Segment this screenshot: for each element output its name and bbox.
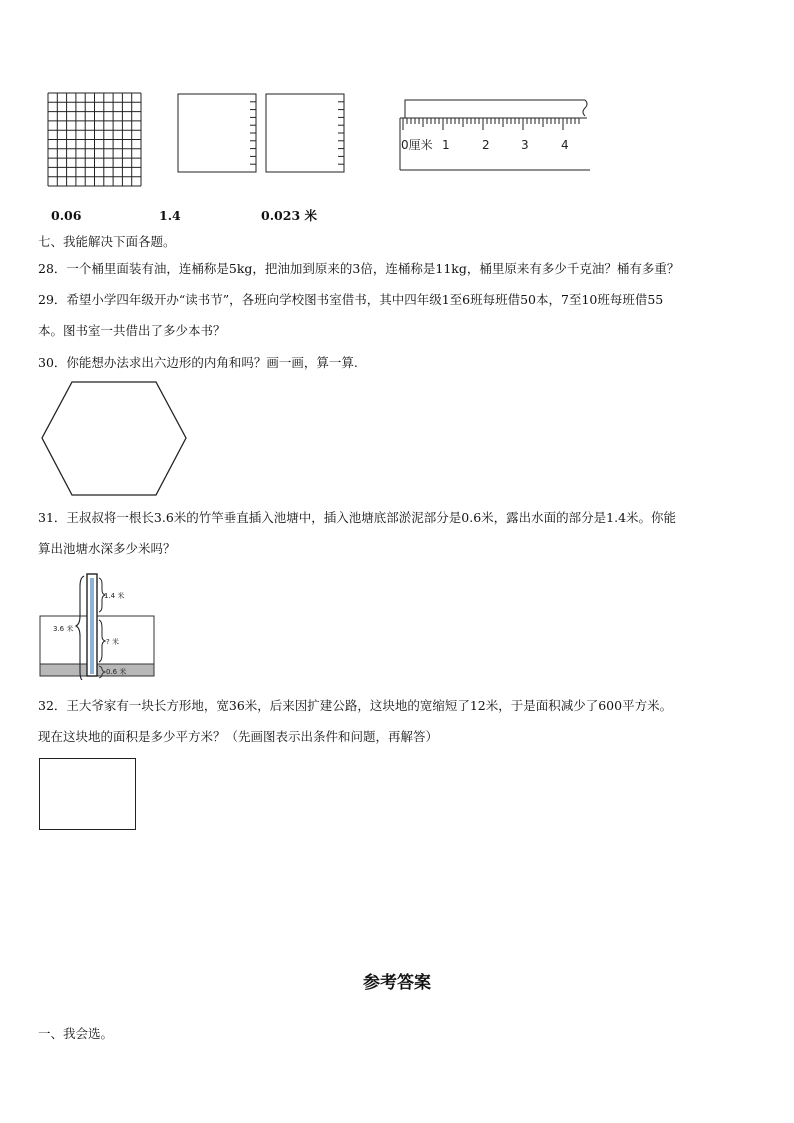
question-30: 30．你能想办法求出六边形的内角和吗？画一画，算一算. — [38, 355, 358, 370]
ruler-tick-label-1: 1 — [442, 138, 450, 152]
pond-water-depth-label: ? 米 — [106, 638, 119, 646]
rectangle-drawing-box — [39, 758, 136, 830]
grid-value-label: 0.06 — [51, 208, 82, 223]
question-29-line-2: 本。图书室一共借出了多少本书？ — [38, 323, 226, 338]
ruler-figure — [395, 92, 595, 174]
ruler-tick-label-4: 4 — [561, 138, 569, 152]
question-32-line-2: 现在这块地的面积是多少平方米？（先画图表示出条件和问题，再解答） — [38, 729, 439, 744]
hundred-grid-figure — [40, 85, 150, 195]
ruler-value-label: 0.023 米 — [261, 208, 317, 223]
question-31-line-1: 31．王叔叔将一根长3.6米的竹竿垂直插入池塘中，插入池塘底部淤泥部分是0.6米，露出水面的部分是1.4米。你能 — [38, 510, 677, 525]
tenths-square-right — [260, 88, 350, 180]
answers-title: 参考答案 — [363, 973, 431, 993]
section-7-title: 七、我能解决下面各题。 — [38, 234, 176, 249]
question-28: 28．一个桶里面装有油，连桶称是5kg，把油加到原来的3倍，连桶称是11kg，桶里原来有多少千克油？桶有多重？ — [38, 261, 680, 276]
question-31-line-2: 算出池塘水深多少米吗？ — [38, 541, 176, 556]
pond-above-water-label: 1.4 米 — [104, 592, 125, 600]
answers-section-1-title: 一、我会选。 — [38, 1026, 114, 1041]
question-32-line-1: 32．王大爷家有一块长方形地，宽36米，后来因扩建公路，这块地的宽缩短了12米，于是面积减少了600平方米。 — [38, 698, 673, 713]
squares-value-label: 1.4 — [159, 208, 181, 223]
ruler-unit-label: 0厘米 — [401, 138, 433, 152]
ruler-tick-label-2: 2 — [482, 138, 490, 152]
tenths-square-left — [172, 88, 262, 180]
pond-total-length-label: 3.6 米 — [53, 625, 74, 633]
hexagon-figure — [38, 378, 190, 500]
pond-mud-depth-label: 0.6 米 — [106, 668, 127, 676]
question-29-line-1: 29．希望小学四年级开办“读书节”，各班向学校图书室借书，其中四年级1至6班每班借50本，7至10班每班借55 — [38, 292, 664, 307]
ruler-tick-label-3: 3 — [521, 138, 529, 152]
pond-bamboo-figure — [38, 572, 158, 680]
